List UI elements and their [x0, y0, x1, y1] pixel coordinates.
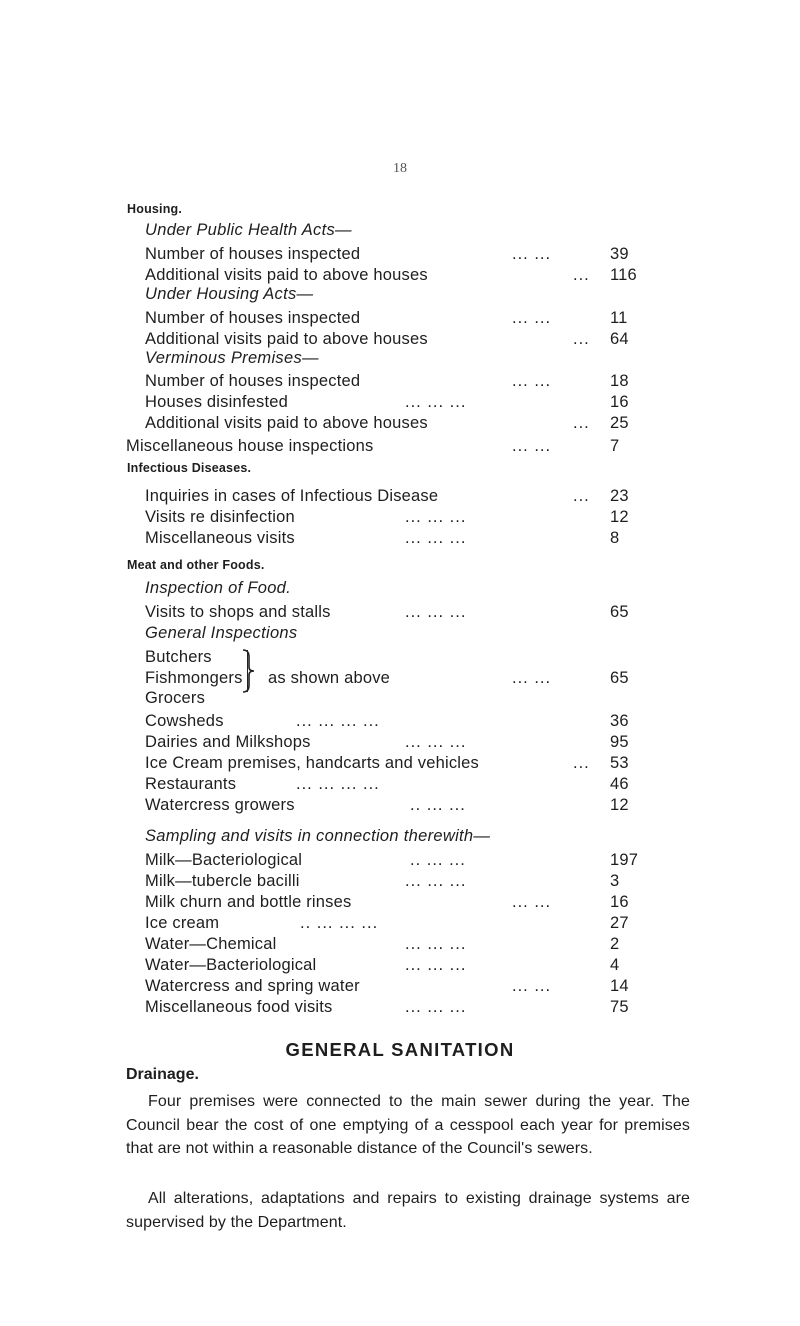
group-item-fishmongers: Fishmongers: [145, 669, 243, 687]
row-value: 46: [610, 775, 629, 793]
row-dots: ... ...: [512, 977, 552, 995]
table-row: [0, 526, 800, 550]
row-dots: ... ... ...: [405, 733, 467, 751]
row-dots: ... ...: [512, 309, 552, 327]
group-item-grocers: Grocers: [145, 689, 206, 707]
row-value: 18: [610, 372, 629, 390]
row-label: Number of houses inspected: [145, 245, 361, 263]
row-label: Visits to shops and stalls: [145, 603, 331, 621]
section-title-infectious: Infectious Diseases.: [127, 461, 252, 475]
row-value: 95: [610, 733, 629, 751]
row-label: Dairies and Milkshops: [145, 733, 311, 751]
table-row: [0, 995, 800, 1019]
list-item: [0, 686, 800, 710]
group-item-butchers: Butchers: [145, 648, 212, 666]
row-label: Houses disinfested: [145, 393, 289, 411]
row-label: Miscellaneous house inspections: [126, 437, 374, 455]
row-value: 64: [610, 330, 629, 348]
row-value: 65: [610, 669, 629, 687]
row-dots: ... ... ...: [405, 872, 467, 890]
row-dots: ... ... ... ...: [296, 712, 380, 730]
row-dots: ...: [573, 266, 590, 284]
subheading-verminous: Verminous Premises—: [145, 349, 319, 367]
general-sanitation-heading: GENERAL SANITATION: [285, 1039, 515, 1060]
row-value: 11: [610, 309, 628, 327]
table-row: [0, 263, 800, 287]
row-dots: ... ...: [512, 245, 552, 263]
row-label: Ice Cream premises, handcarts and vehicles: [145, 754, 479, 772]
row-value: 12: [610, 508, 629, 526]
row-label: Additional visits paid to above houses: [145, 414, 428, 432]
brace-icon: [241, 649, 255, 693]
row-value: 23: [610, 487, 629, 505]
brace-bracket: [247, 650, 256, 692]
subheading-public-health: Under Public Health Acts—: [145, 221, 352, 239]
row-dots: ...: [573, 754, 590, 772]
group-note: as shown above: [268, 669, 391, 687]
row-value: 7: [610, 437, 620, 455]
row-label: Miscellaneous visits: [145, 529, 295, 547]
row-label: Additional visits paid to above houses: [145, 330, 428, 348]
drainage-title: Drainage.: [126, 1066, 199, 1083]
row-dots: ...: [573, 414, 590, 432]
row-label: Number of houses inspected: [145, 372, 361, 390]
row-value: 2: [610, 935, 620, 953]
row-dots: ... ...: [512, 437, 552, 455]
row-value: 14: [610, 977, 629, 995]
row-label: Number of houses inspected: [145, 309, 361, 327]
row-value: 116: [610, 266, 637, 284]
row-value: 12: [610, 796, 629, 814]
row-value: 4: [610, 956, 620, 974]
table-row: [0, 327, 800, 351]
row-label: Ice cream: [145, 914, 220, 932]
row-label: Milk—Bacteriological: [145, 851, 303, 869]
row-value: 16: [610, 393, 629, 411]
row-dots: ...: [573, 487, 590, 505]
row-value: 75: [610, 998, 629, 1016]
row-dots: ... ... ...: [405, 508, 467, 526]
row-dots: ... ...: [512, 372, 552, 390]
subheading-sampling: Sampling and visits in connection therewith—: [145, 827, 491, 845]
row-dots: ...: [573, 330, 590, 348]
table-row: [0, 600, 800, 624]
row-dots: ... ... ...: [405, 935, 467, 953]
drainage-paragraph-2: All alterations, adaptations and repairs to existing drainage systems are supervised by the Department.: [126, 1190, 690, 1231]
row-value: 16: [610, 893, 629, 911]
row-value: 25: [610, 414, 629, 432]
row-label: Cowsheds: [145, 712, 224, 730]
row-value: 197: [610, 851, 639, 869]
subheading-housing-acts: Under Housing Acts—: [145, 285, 314, 303]
row-label: Watercress and spring water: [145, 977, 360, 995]
row-label: Water—Bacteriological: [145, 956, 317, 974]
table-row: [0, 411, 800, 435]
row-dots: ... ...: [512, 893, 552, 911]
row-dots: ... ... ...: [405, 529, 467, 547]
page-number: 18: [393, 161, 407, 176]
row-dots: .. ... ... ...: [300, 914, 379, 932]
row-label: Milk—tubercle bacilli: [145, 872, 300, 890]
row-value: 3: [610, 872, 620, 890]
row-value: 65: [610, 603, 629, 621]
row-label: Watercress growers: [145, 796, 295, 814]
row-dots: ... ... ...: [405, 956, 467, 974]
row-dots: ... ... ...: [405, 603, 467, 621]
row-value: 53: [610, 754, 629, 772]
table-row: [0, 793, 800, 817]
row-label: Inquiries in cases of Infectious Disease: [145, 487, 439, 505]
row-label: Restaurants: [145, 775, 237, 793]
section-title-housing: Housing.: [127, 202, 183, 216]
row-label: Water—Chemical: [145, 935, 277, 953]
row-label: Milk churn and bottle rinses: [145, 893, 352, 911]
row-value: 27: [610, 914, 629, 932]
row-dots: ... ... ...: [405, 998, 467, 1016]
row-label: Miscellaneous food visits: [145, 998, 333, 1016]
row-label: Visits re disinfection: [145, 508, 295, 526]
row-value: 36: [610, 712, 629, 730]
subheading-general-inspections: General Inspections: [145, 624, 298, 642]
row-dots: .. ... ...: [410, 796, 466, 814]
row-dots: ... ...: [512, 669, 552, 687]
drainage-paragraph-1: Four premises were connected to the main sewer during the year. The Council bear the cost of one emptying of a cesspool each year for premises that are not within a reasonable distance of the Council's sewers.: [126, 1093, 690, 1157]
row-dots: ... ... ...: [405, 393, 467, 411]
row-dots: ... ... ... ...: [296, 775, 380, 793]
subheading-inspection-of-food: Inspection of Food.: [145, 579, 292, 597]
row-label: Additional visits paid to above houses: [145, 266, 428, 284]
section-title-meat: Meat and other Foods.: [127, 558, 265, 572]
row-value: 8: [610, 529, 620, 547]
table-row: [0, 434, 800, 458]
row-value: 39: [610, 245, 629, 263]
row-dots: .. ... ...: [410, 851, 466, 869]
